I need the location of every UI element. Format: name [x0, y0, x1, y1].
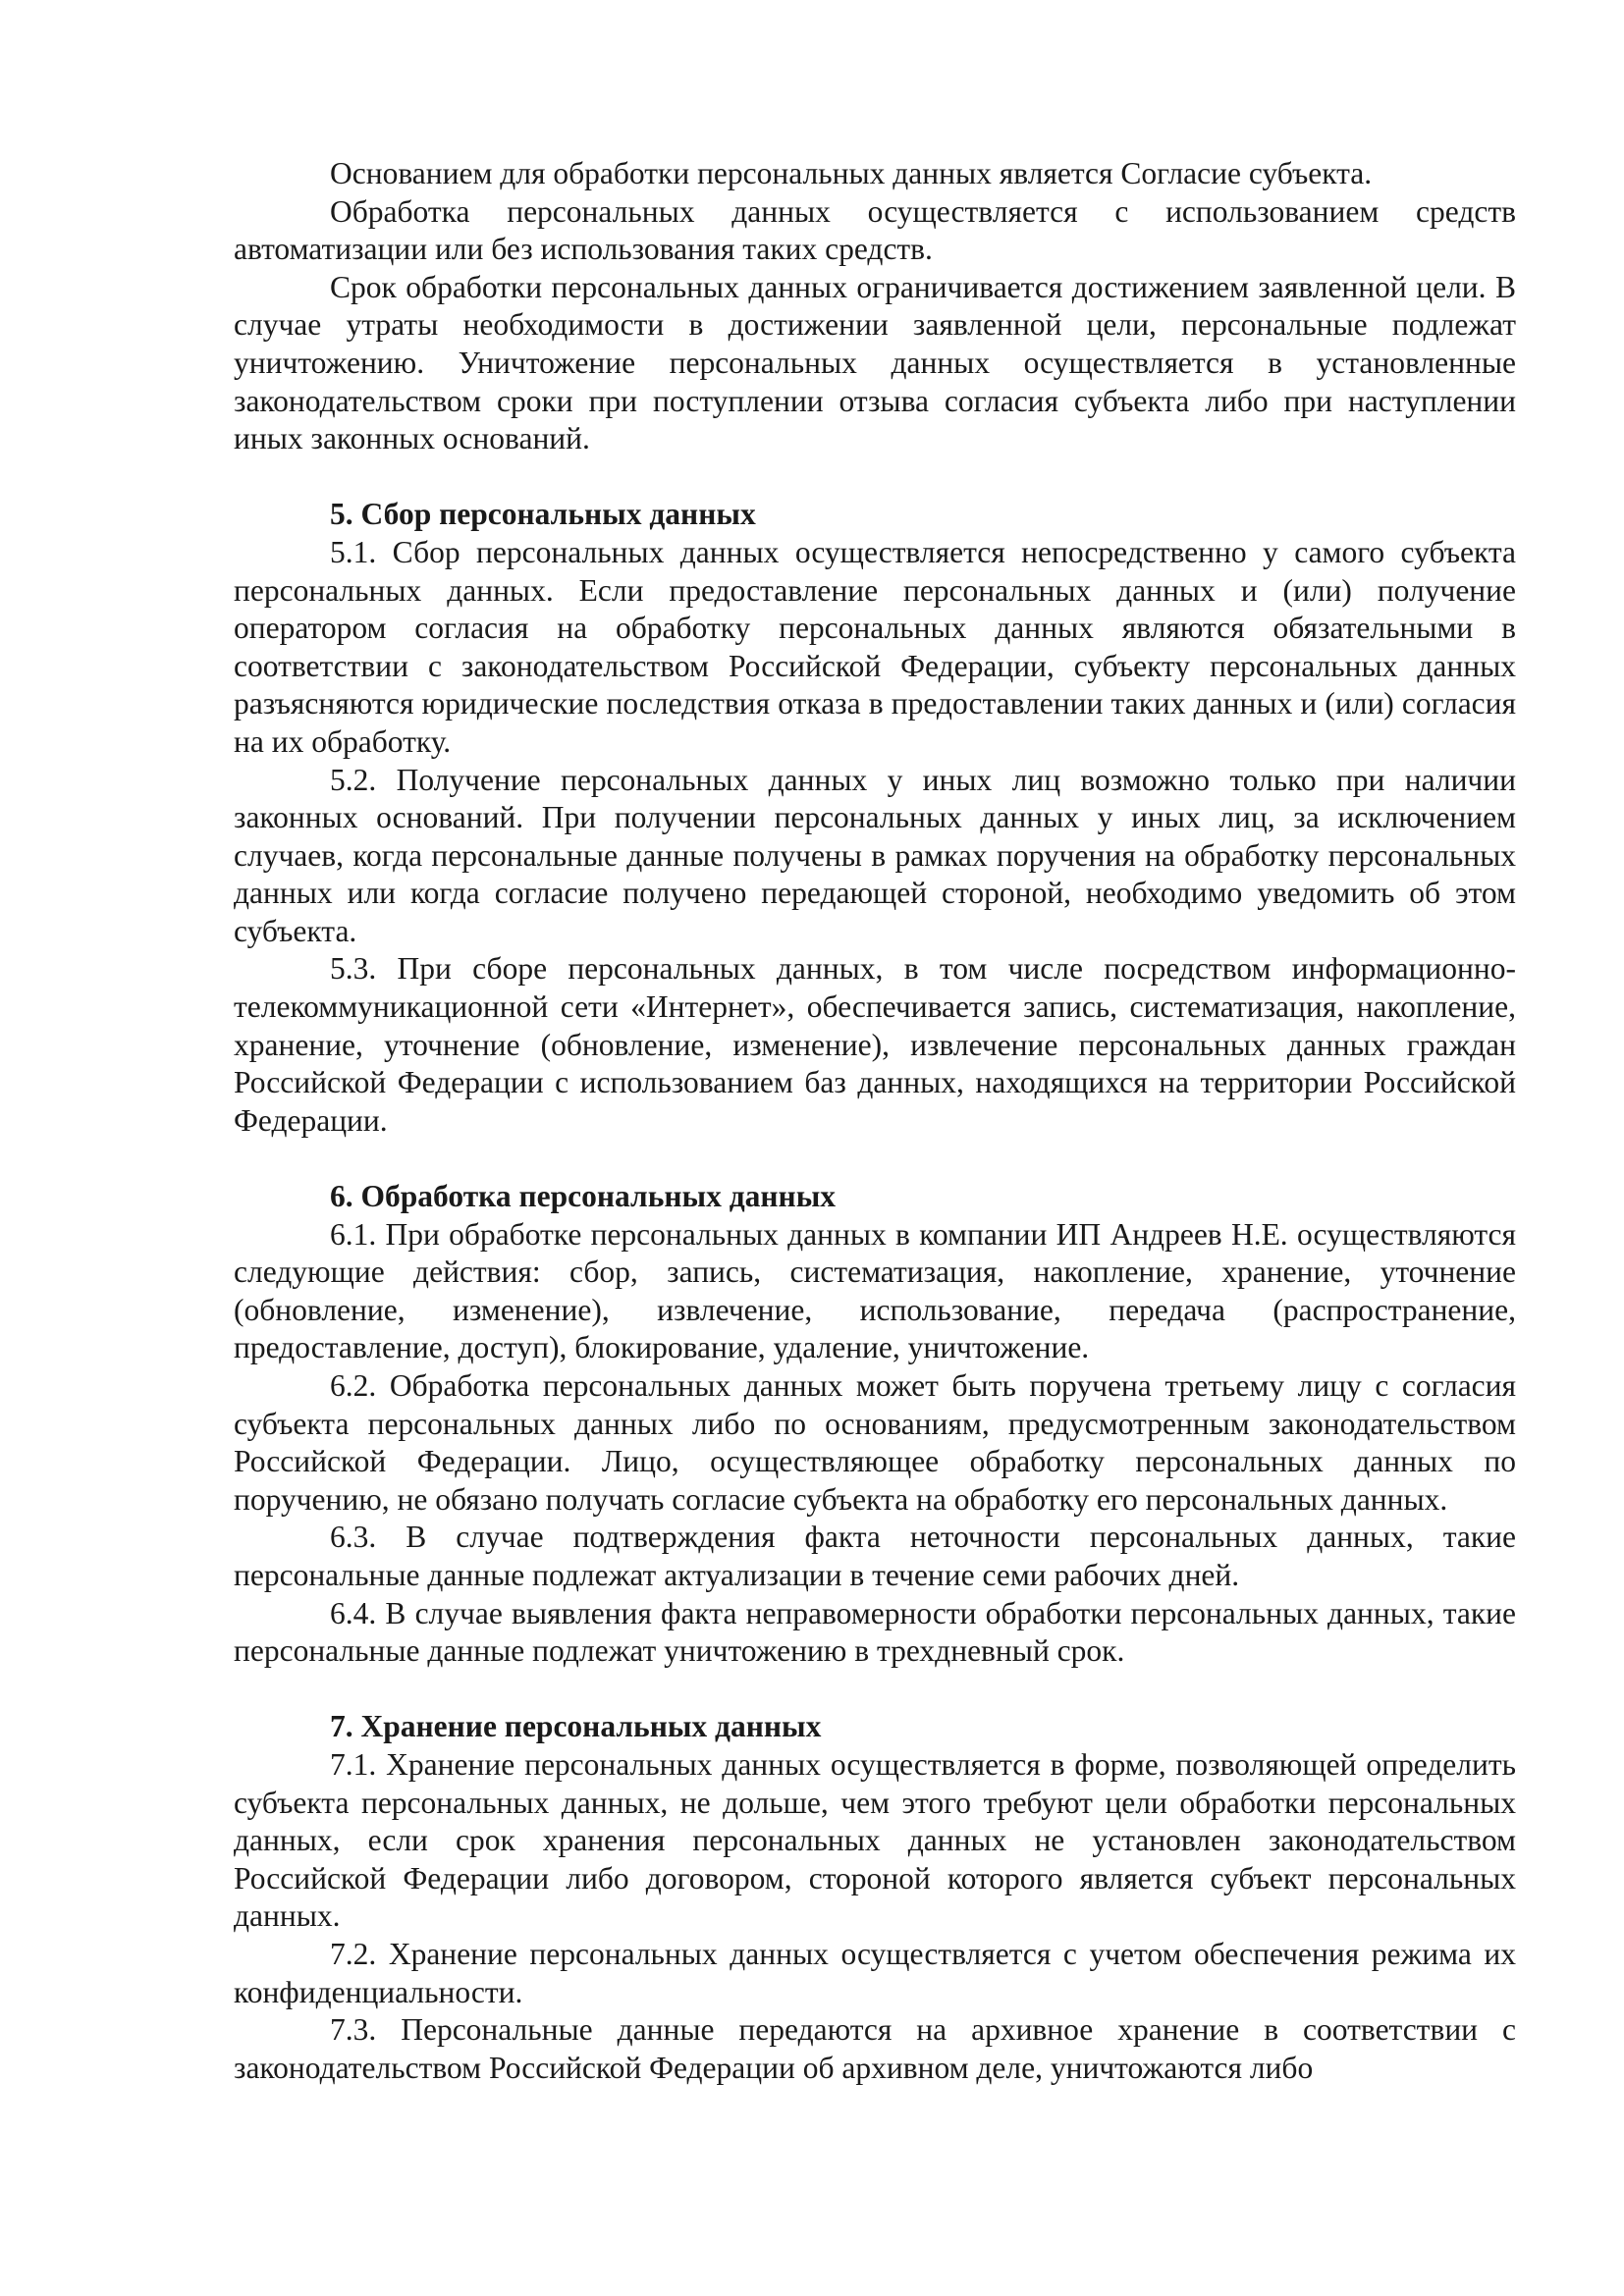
- paragraph-6-3: 6.3. В случае подтверждения факта неточности персональных данных, такие персональные данные подлежат актуализации в течение семи рабочих дней.: [234, 1520, 1516, 1592]
- paragraph-7-1: 7.1. Хранение персональных данных осуществляется в форме, позволяющей определить субъекта персональных данных, не дольше, чем этого требуют цели обработки персональных данных, если срок хранения персональных данных не установлен законодательством Российской Федерации либо договором, стороной которого является субъект персональных данных.: [234, 1746, 1516, 1934]
- paragraph-7-2: 7.2. Хранение персональных данных осуществляется с учетом обеспечения режима их конфиденциальности.: [234, 1936, 1516, 2009]
- intro-paragraph-1: Основанием для обработки персональных данных является Согласие субъекта.: [330, 156, 1373, 190]
- paragraph-5-2: 5.2. Получение персональных данных у иных лиц возможно только при наличии законных оснований. При получении персональных данных у иных лиц, за исключением случаев, когда персональные данные получены в рамках поручения на обработку персональных данных или когда согласие получено передающей стороной, необходимо уведомить об этом субъекта.: [234, 762, 1516, 948]
- section-spacer: [234, 1140, 1516, 1178]
- intro-paragraph-3: Срок обработки персональных данных ограничивается достижением заявленной цели. В случае утраты необходимости в достижении заявленной цели, персональные подлежат уничтожению. Уничтожение персональных данных осуществляется в установленные законодательством сроки при поступлении отзыва согласия субъекта либо при наступлении иных законных оснований.: [234, 269, 1516, 456]
- document-body: [234, 155, 1516, 2087]
- paragraph-7-3: 7.3. Персональные данные передаются на архивное хранение в соответствии с законодательством Российской Федерации об архивном деле, уничтожаются либо: [234, 2012, 1516, 2085]
- section-spacer: [234, 1671, 1516, 1709]
- section-7-title: 7. Хранение персональных данных: [330, 1709, 822, 1744]
- section-6-title: 6. Обработка персональных данных: [330, 1179, 837, 1214]
- intro-paragraph-2: Обработка персональных данных осуществляется с использованием средств автоматизации или без использования таких средств.: [234, 193, 1516, 267]
- paragraph-6-1: 6.1. При обработке персональных данных в компании ИП Андреев Н.Е. осуществляются следующие действия: сбор, запись, систематизация, накопление, хранение, уточнение (обновление, изменение), извлечение, использование, передача (распространение, предоставление, доступ), блокирование, удаление, уничтожение.: [234, 1216, 1516, 1365]
- paragraph-6-4: 6.4. В случае выявления факта неправомерности обработки персональных данных, такие персональные данные подлежат уничтожению в трехдневный срок.: [234, 1595, 1516, 1669]
- paragraph-6-2: 6.2. Обработка персональных данных может быть поручена третьему лицу с согласия субъекта персональных данных либо по основаниям, предусмотренным законодательством Российской Федерации. Лицо, осуществляющее обработку персональных данных по поручению, не обязано получать согласие субъекта на обработку его персональных данных.: [234, 1368, 1516, 1517]
- section-spacer: [234, 458, 1516, 497]
- paragraph-5-1: 5.1. Сбор персональных данных осуществляется непосредственно у самого субъекта персональных данных. Если предоставление персональных данных и (или) получение оператором согласия на обработку персональных данных являются обязательными в соответствии с законодательством Российской Федерации, субъекту персональных данных разъясняются юридические последствия отказа в предоставлении таких данных и (или) согласия на их обработку.: [234, 534, 1516, 759]
- section-5-title: 5. Сбор персональных данных: [330, 497, 756, 532]
- paragraph-5-3: 5.3. При сборе персональных данных, в том числе посредством информационно-телекоммуникационной сети «Интернет», обеспечивается запись, систематизация, накопление, хранение, уточнение (обновление, изменение), извлечение персональных данных граждан Российской Федерации с использованием баз данных, находящихся на территории Российской Федерации.: [234, 951, 1516, 1138]
